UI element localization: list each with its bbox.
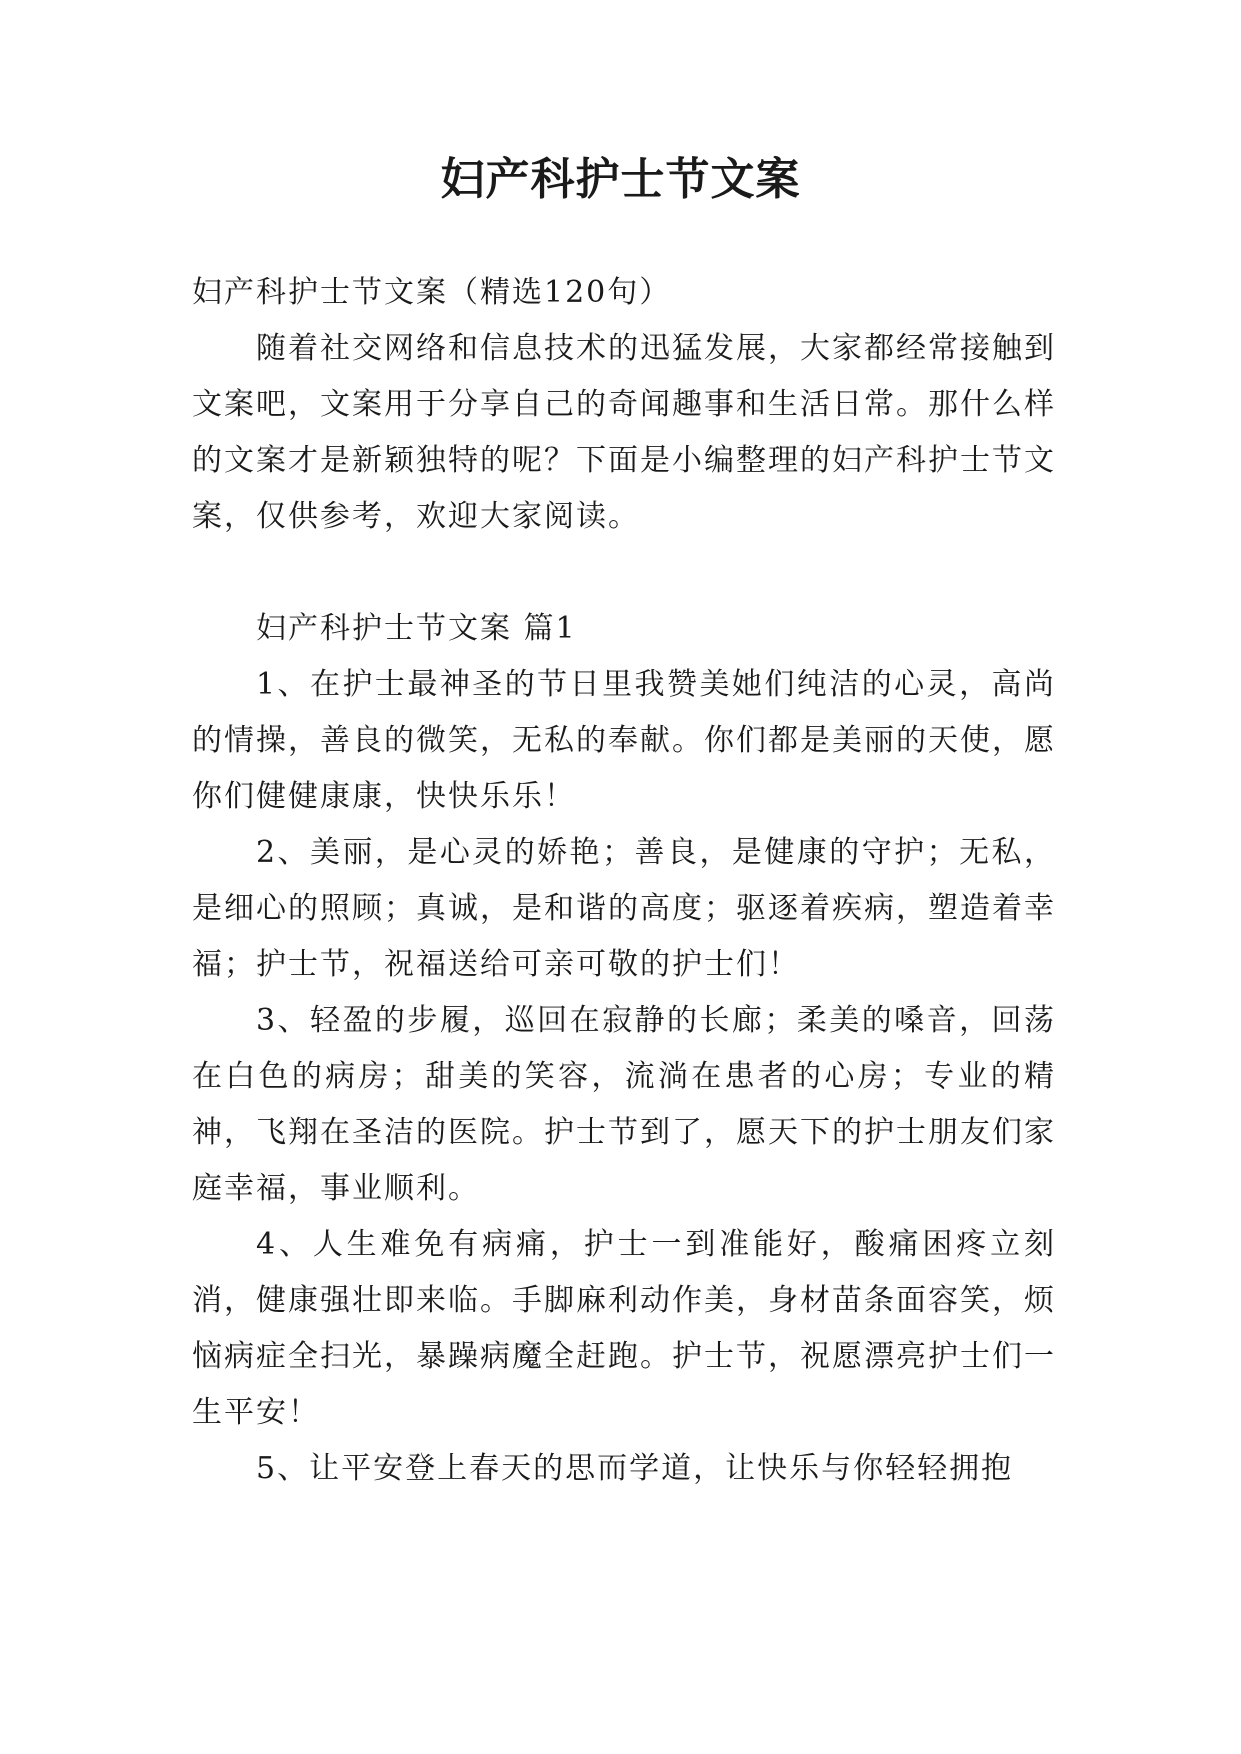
list-item: 1、在护士最神圣的节日里我赞美她们纯洁的心灵，高尚的情操，善良的微笑，无私的奉献。你们都是美丽的天使，愿你们健健康康，快快乐乐！ [192, 667, 1056, 814]
list-item: 5、让平安登上春天的思而学道，让快乐与你轻轻拥抱 [256, 1451, 1014, 1486]
document-title: 妇产科护士节文案 [440, 154, 801, 205]
list-item: 2、美丽，是心灵的娇艳；善良，是健康的守护；无私，是细心的照顾；真诚，是和谐的高度；驱逐着疾病，塑造着幸福；护士节，祝福送给可亲可敬的护士们！ [192, 835, 1056, 982]
intro-paragraph: 随着社交网络和信息技术的迅猛发展，大家都经常接触到文案吧，文案用于分享自己的奇闻趣事和生活日常。那什么样的文案才是新颖独特的呢？下面是小编整理的妇产科护士节文案，仅供参考，欢迎大家阅读。 [192, 331, 1056, 534]
document-body [192, 265, 1056, 1497]
document-subtitle: 妇产科护士节文案（精选120句） [192, 275, 672, 310]
list-item: 4、人生难免有病痛，护士一到准能好，酸痛困疼立刻消，健康强壮即来临。手脚麻利动作美，身材苗条面容笑，烦恼病症全扫光，暴躁病魔全赶跑。护士节，祝愿漂亮护士们一生平安！ [192, 1227, 1056, 1430]
section-heading: 妇产科护士节文案 篇1 [256, 611, 577, 646]
list-item: 3、轻盈的步履，巡回在寂静的长廊；柔美的嗓音，回荡在白色的病房；甜美的笑容，流淌在患者的心房；专业的精神，飞翔在圣洁的医院。护士节到了，愿天下的护士朋友们家庭幸福，事业顺利。 [192, 1003, 1056, 1206]
